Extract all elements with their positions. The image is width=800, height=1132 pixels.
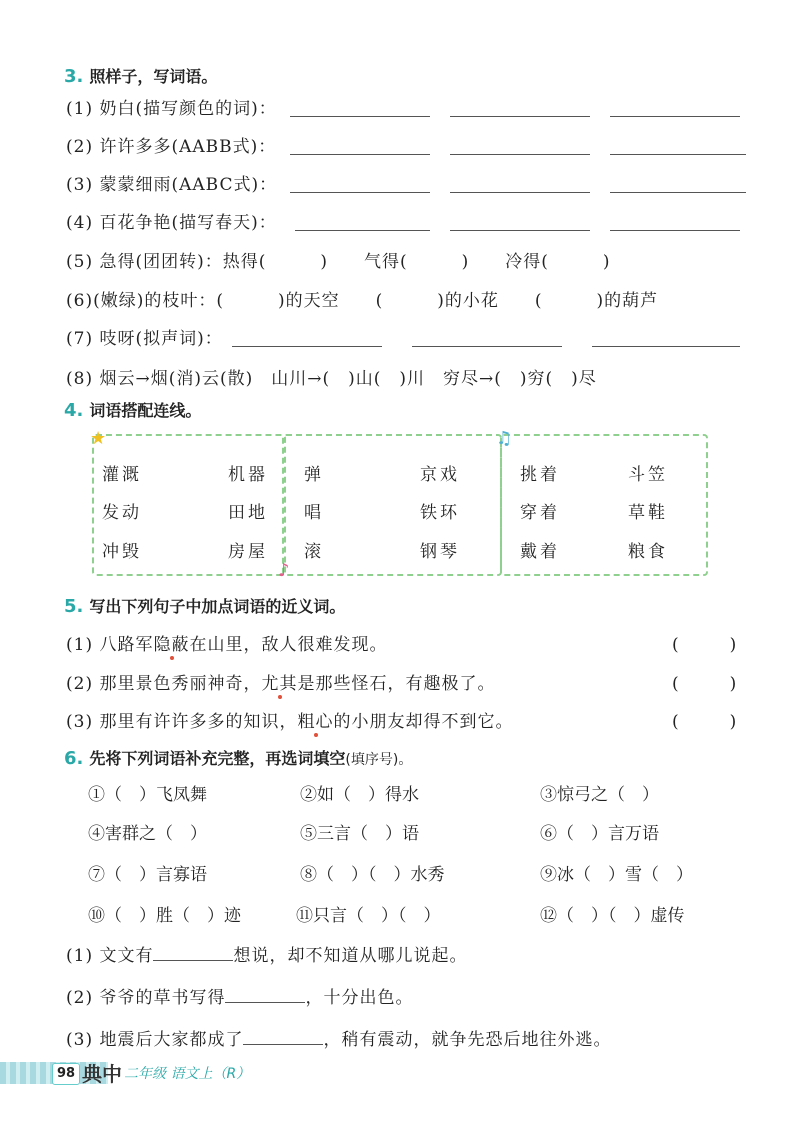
q6-s3-blank[interactable] — [243, 1028, 323, 1045]
q4-g2-right-1[interactable]: 京戏 — [420, 465, 460, 485]
q3-number: 3. — [64, 66, 84, 87]
q6-option-10[interactable]: ⑩（ ）胜（ ）迹 — [88, 906, 241, 926]
q6-option-9[interactable]: ⑨冰（ ）雪（ ） — [540, 865, 693, 885]
q3-item-8: (8) 烟云→烟(消)云(散) 山川→( )山( )川 穷尽→( )穷( )尽 — [66, 369, 597, 389]
q6-option-4[interactable]: ④害群之（ ） — [88, 824, 207, 844]
q4-g3-left-2[interactable]: 穿着 — [520, 503, 560, 523]
q4-g1-right-2[interactable]: 田地 — [228, 503, 268, 523]
q3-blank-3a[interactable] — [290, 192, 430, 193]
q4-g1-left-3[interactable]: 冲毁 — [102, 542, 142, 562]
q4-g3-right-2[interactable]: 草鞋 — [628, 503, 668, 523]
q3-item-3: (3) 蒙蒙细雨(AABC式)： — [66, 175, 278, 195]
q3-blank-7a[interactable] — [232, 346, 382, 347]
star-icon: ★ — [90, 428, 107, 449]
q3-heading — [64, 64, 217, 87]
music-note-pink-icon: ♪ — [278, 560, 290, 581]
q4-g2-right-2[interactable]: 铁环 — [420, 503, 460, 523]
q4-g1-right-3[interactable]: 房屋 — [228, 542, 268, 562]
q5-answer-2[interactable]: ( ) — [672, 674, 737, 694]
q4-g1-left-2[interactable]: 发动 — [102, 503, 142, 523]
q5-sentence-3 — [66, 707, 513, 732]
q3-blank-7c[interactable] — [592, 346, 740, 347]
q5-sentence-1 — [66, 630, 387, 655]
q5-s3-pre: (3) 那里有许许多多的知识， — [66, 712, 298, 732]
q5-s1-pre: (1) 八路军 — [66, 635, 154, 655]
q5-heading — [64, 594, 345, 617]
q6-option-2[interactable]: ②如（ ）得水 — [300, 785, 419, 805]
q6-sentence-3 — [66, 1025, 611, 1050]
q5-s1-post: 在山里，敌人很难发现。 — [189, 635, 388, 655]
q6-s1-pre: (1) 文文有 — [66, 946, 154, 966]
q6-s2-blank[interactable] — [225, 986, 305, 1003]
q5-s1-dotted-word: 隐蔽 — [153, 635, 190, 655]
q3-blank-3b[interactable] — [450, 192, 590, 193]
q3-item-7: (7) 吱呀(拟声词)： — [66, 329, 223, 349]
q5-s2-pre: (2) 那里景色秀丽神奇， — [66, 674, 262, 694]
q5-title: 写出下列句子中加点词语的近义词。 — [89, 597, 346, 616]
q4-number: 4. — [64, 400, 84, 421]
q3-blank-2a[interactable] — [290, 154, 430, 155]
q4-g3-left-1[interactable]: 挑着 — [520, 465, 560, 485]
q5-s2-post: 是那些怪石，有趣极了。 — [297, 674, 496, 694]
q6-s3-pre: (3) 地震后大家都成了 — [66, 1030, 244, 1050]
q4-g3-right-3[interactable]: 粮食 — [628, 542, 668, 562]
q6-s1-blank[interactable] — [153, 944, 233, 961]
q5-sentence-2 — [66, 669, 495, 694]
q4-g1-right-1[interactable]: 机器 — [228, 465, 268, 485]
page-number: 98 — [52, 1063, 80, 1085]
q3-title: 照样子，写词语。 — [89, 67, 218, 86]
q3-blank-1c[interactable] — [610, 116, 740, 117]
q3-blank-1b[interactable] — [450, 116, 590, 117]
q3-item-1: (1) 奶白(描写颜色的词)： — [66, 99, 277, 119]
q6-option-8[interactable]: ⑧（ ）（ ）水秀 — [300, 865, 445, 885]
q5-s2-dotted-word: 尤其 — [261, 674, 298, 694]
q3-item-2: (2) 许许多多(AABB式)： — [66, 137, 277, 157]
q6-number: 6. — [64, 748, 84, 769]
q4-g1-left-1[interactable]: 灌溉 — [102, 465, 142, 485]
q6-title: 先将下列词语补充完整，再选词填空 — [89, 749, 346, 768]
q3-blank-4a[interactable] — [295, 230, 430, 231]
q6-s2-post: ，十分出色。 — [305, 988, 414, 1008]
q3-item-5: (5) 急得(团团转)：热得( ) 气得( ) 冷得( ) — [66, 252, 611, 272]
q6-s2-pre: (2) 爷爷的草书写得 — [66, 988, 226, 1008]
brand-logo: 典中 — [82, 1062, 122, 1086]
q5-number: 5. — [64, 596, 84, 617]
q3-item-6: (6)(嫩绿)的枝叶：( )的天空 ( )的小花 ( )的葫芦 — [66, 291, 659, 311]
q6-option-3[interactable]: ③惊弓之（ ） — [540, 785, 659, 805]
q6-option-6[interactable]: ⑥（ ）言万语 — [540, 824, 659, 844]
q6-title-note: (填序号)。 — [345, 752, 413, 768]
q6-sentence-2 — [66, 983, 413, 1008]
q6-option-12[interactable]: ⑫（ ）（ ）虚传 — [540, 906, 685, 926]
q6-option-1[interactable]: ①（ ）飞凤舞 — [88, 785, 207, 805]
q4-title: 词语搭配连线。 — [89, 401, 202, 420]
q3-blank-4b[interactable] — [450, 230, 590, 231]
q3-blank-4c[interactable] — [610, 230, 740, 231]
q6-s1-post: 想说，却不知道从哪儿说起。 — [233, 946, 468, 966]
q6-s3-post: ，稍有震动，就争先恐后地往外逃。 — [323, 1030, 612, 1050]
q3-blank-1a[interactable] — [290, 116, 430, 117]
q6-option-7[interactable]: ⑦（ ）言寡语 — [88, 865, 207, 885]
grade-label: 二年级 语文上（R） — [124, 1066, 251, 1082]
q4-g2-left-3[interactable]: 滚 — [304, 542, 324, 562]
q3-blank-2b[interactable] — [450, 154, 590, 155]
q4-g2-left-2[interactable]: 唱 — [304, 503, 324, 523]
q4-g2-right-3[interactable]: 钢琴 — [420, 542, 460, 562]
q6-option-5[interactable]: ⑤三言（ ）语 — [300, 824, 419, 844]
q3-item-4: (4) 百花争艳(描写春天)： — [66, 213, 277, 233]
q6-heading — [64, 746, 412, 769]
music-note-icon: ♫ — [496, 428, 513, 449]
q3-blank-7b[interactable] — [412, 346, 562, 347]
q4-heading — [64, 398, 201, 421]
q4-g3-left-3[interactable]: 戴着 — [520, 542, 560, 562]
q4-g2-left-1[interactable]: 弹 — [304, 465, 324, 485]
q5-s3-dotted-word: 粗心 — [297, 712, 334, 732]
q6-option-11[interactable]: ⑪只言（ ）（ ） — [296, 906, 441, 926]
q3-blank-2c[interactable] — [610, 154, 746, 155]
q5-answer-1[interactable]: ( ) — [672, 635, 737, 655]
q5-answer-3[interactable]: ( ) — [672, 712, 737, 732]
q5-s3-post: 的小朋友却得不到它。 — [333, 712, 514, 732]
q6-sentence-1 — [66, 941, 467, 966]
q4-g3-right-1[interactable]: 斗笠 — [628, 465, 668, 485]
q3-blank-3c[interactable] — [610, 192, 746, 193]
